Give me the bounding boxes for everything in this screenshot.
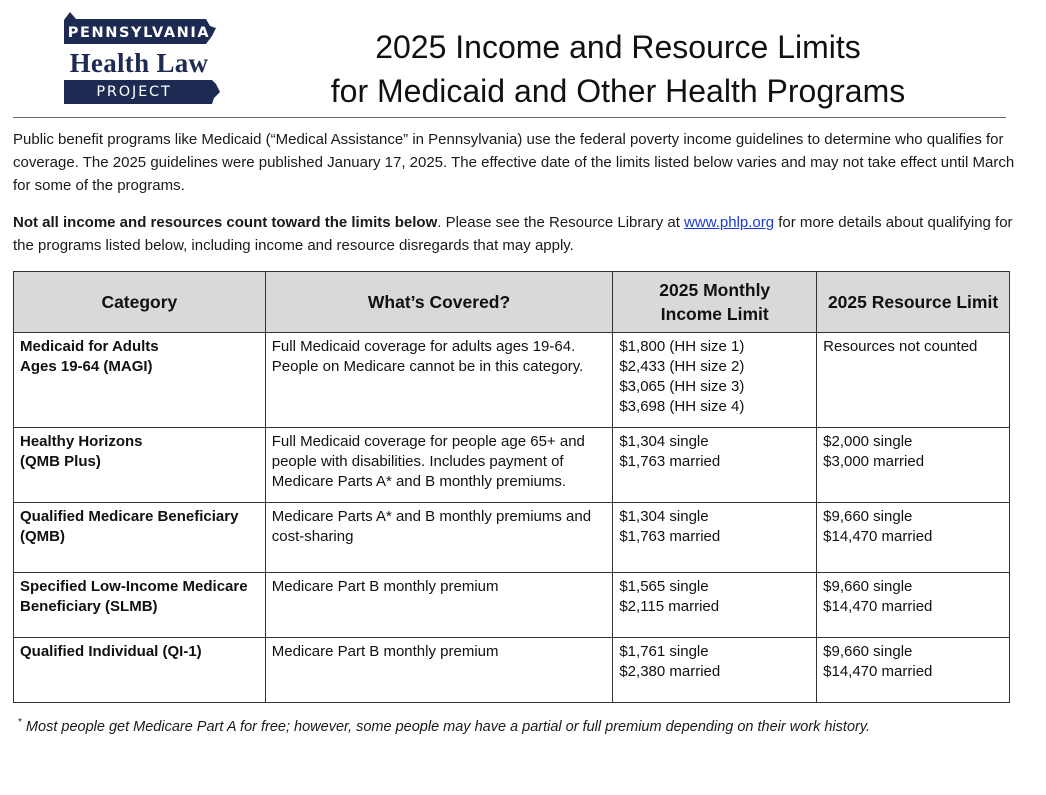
- footnote: [18, 717, 870, 735]
- header-covered: What’s Covered?: [265, 272, 613, 333]
- row-income: $1,304 single $1,763 married: [613, 428, 817, 503]
- header-resource: 2025 Resource Limit: [817, 272, 1010, 333]
- row-resource: $9,660 single $14,470 married: [817, 573, 1010, 638]
- title-line-2: for Medicaid and Other Health Programs: [330, 73, 906, 109]
- intro-paragraph: Public benefit programs like Medicaid (“Medical Assistance” in Pennsylvania) use the federal poverty income guidelines to determine who qualifies for coverage. The 2025 guidelines were published January 17, 2025. The effective date of the limits listed below varies and may not take effect until March for some of the programs.: [13, 131, 1015, 194]
- logo-line-project: PROJECT: [96, 84, 172, 100]
- row-covered: Medicare Parts A* and B monthly premiums and cost-sharing: [265, 503, 613, 573]
- row-resource: $2,000 single $3,000 married: [817, 428, 1010, 503]
- footnote-text: Most people get Medicare Part A for free; however, some people may have a partial or full premium depending on their work history.: [21, 718, 871, 735]
- row-covered: Medicare Part B monthly premium: [265, 573, 613, 638]
- note-pre-link: . Please see the Resource Library at: [437, 214, 685, 231]
- table-header-row: [14, 272, 1010, 333]
- table-row: [14, 573, 1010, 638]
- row-category: Medicaid for Adults Ages 19-64 (MAGI): [14, 333, 266, 428]
- note-bold-text: Not all income and resources count toward the limits below: [13, 214, 438, 231]
- row-category: Specified Low-Income Medicare Beneficiary (SLMB): [14, 573, 266, 638]
- row-covered: Medicare Part B monthly premium: [265, 638, 613, 703]
- note-post-link: for more details about qualifying for the programs listed below, including income and resource disregards that may apply.: [13, 214, 1013, 254]
- table-row: [14, 428, 1010, 503]
- logo-line-health-law: Health Law: [69, 48, 209, 78]
- row-income: $1,800 (HH size 1) $2,433 (HH size 2) $3,065 (HH size 3) $3,698 (HH size 4): [613, 333, 817, 428]
- row-category: Qualified Individual (QI-1): [14, 638, 266, 703]
- row-resource: Resources not counted: [817, 333, 1010, 428]
- header-category: Category: [14, 272, 266, 333]
- note-paragraph: [13, 211, 1023, 257]
- row-category: Healthy Horizons (QMB Plus): [14, 428, 266, 503]
- row-income: $1,565 single $2,115 married: [613, 573, 817, 638]
- header-divider: [13, 117, 1006, 118]
- phlp-link[interactable]: www.phlp.org: [684, 214, 775, 231]
- table-row: [14, 333, 1010, 428]
- row-covered: Full Medicaid coverage for adults ages 19-64. People on Medicare cannot be in this category.: [265, 333, 613, 428]
- row-resource: $9,660 single $14,470 married: [817, 638, 1010, 703]
- row-income: $1,761 single $2,380 married: [613, 638, 817, 703]
- table-row: [14, 503, 1010, 573]
- footnote-mark: *: [18, 717, 22, 728]
- row-category: Qualified Medicare Beneficiary (QMB): [14, 503, 266, 573]
- phlp-logo: [56, 12, 222, 106]
- header-income: 2025 Monthly Income Limit: [613, 272, 817, 333]
- table-row: [14, 638, 1010, 703]
- row-resource: $9,660 single $14,470 married: [817, 503, 1010, 573]
- limits-table: [13, 271, 1010, 703]
- row-covered: Full Medicaid coverage for people age 65+ and people with disabilities. Includes payment of Medicare Parts A* and B monthly premiums.: [265, 428, 613, 503]
- logo-line-pennsylvania: PENNSYLVANIA: [67, 25, 211, 41]
- page-title: [270, 25, 966, 113]
- row-income: $1,304 single $1,763 married: [613, 503, 817, 573]
- title-line-1: 2025 Income and Resource Limits: [375, 29, 861, 65]
